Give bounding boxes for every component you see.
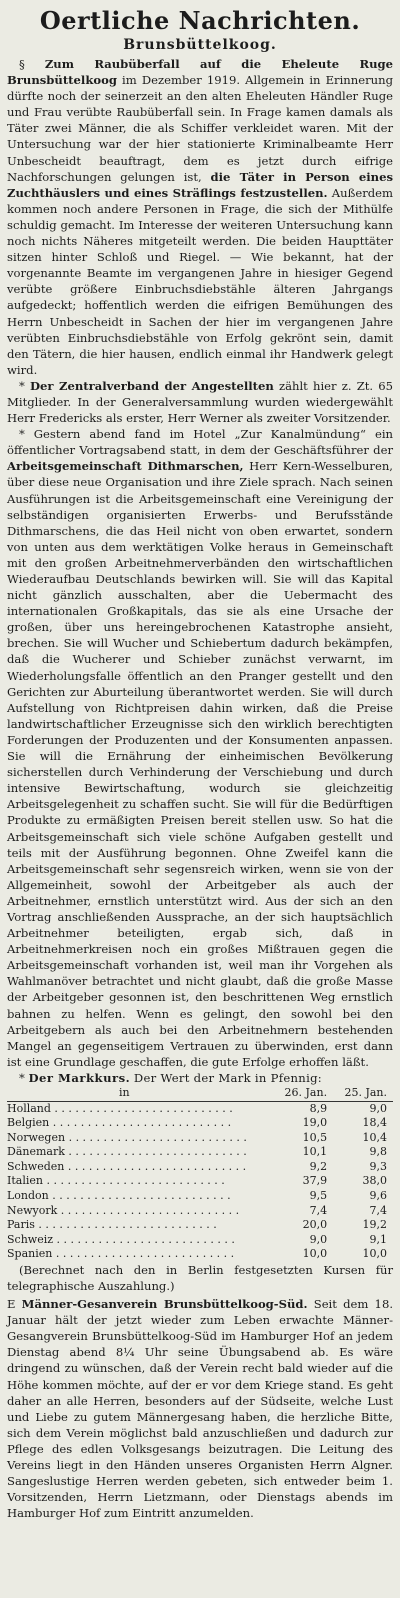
article-heading: Der Zentralverband der Angestellten <box>29 378 274 393</box>
rate-value-date-2: 19,2 <box>362 1218 387 1232</box>
country-name <box>7 1218 273 1233</box>
country-label: Dänemark <box>7 1145 65 1159</box>
bullet-marker: * <box>19 427 25 442</box>
section-marker: § <box>19 57 25 71</box>
rate-value-date-2: 9,0 <box>369 1101 387 1115</box>
article-text: Seit dem 18. Januar hält der jetzt wieder zum Leben erwachte Männer-Gesangverein Brunsbüttelkoog-Süd im Hamburger Hof an jedem Dienstag abend 8¼ Uhr seine Übungsabend ab. Es wäre dringend zu wünschen, daß der Verein recht bald wieder auf die Höhe kommen möchte, auf der er vor dem Kriege stand. Es geht daher an alle Herren, besonders auf der Südseite, welche Lust und Liebe zu gutem Männergesang haben, die herzliche Bitte, sich dem Verein möglichst bald anzuschließen und dadurch zur Pflege des edlen Volksgesangs beizutragen. Die Leitung des Vereins liegt in den Händen unseres Organisten Herrn Algner. Sangeslustige Herren werden gebeten, sich entweder beim 1. Vorsitzenden, Herrn Lietzmann, oder Dienstags abends im Hamburger Hof zum Eintritt anzumelden. <box>7 1297 393 1521</box>
article-emphasis: die Täter in Person eines Zuchthäuslers und eines Sträflings festzustellen. <box>7 169 393 200</box>
article-markkurs-heading <box>7 1070 393 1086</box>
table-row <box>7 1102 393 1117</box>
rate-value-date-1: 9,2 <box>309 1159 328 1173</box>
location-heading: Brunsbüttelkoog. <box>123 37 277 53</box>
table-row <box>7 1116 393 1131</box>
rate-value-date-1: 9,5 <box>309 1189 328 1203</box>
table-body <box>7 1102 393 1263</box>
article-text: Herr Kern-Wesselburen, über diese neue Organisation und ihre Ziele sprach. Nach seinen Ausführungen ist die Arbeitsgemeinschaft eine Vereinigung der selbständigen organisierten Erwerbs- und Berufsstände Dithmarschens, die das Heil nicht von oben erwartet, sondern von unten aus dem werktätigen Volke heraus in Gemeinschaft mit den großen Arbeitnehmerverbänden den wirtschaftlichen Wiederaufbau Deutschlands bewirken will. Sie will das Kapital nicht gänzlich ausschalten, aber die Uebermacht des internationalen Großkapitals, das sie als eine Ursache der großen, über uns hereingebrochenen Katastrophe ansieht, brechen. Sie will Wucher und Schiebertum dadurch bekämpfen, daß die Wucherer und Schieber zunächst verwarnt, im Wiederholungsfalle öffentlich an den Pranger gestellt und den Gerichten zur Aburteilung überantwortet werden. Sie will durch Aufstellung von Richtpreisen dahin wirken, daß die Preise landwirtschaftlicher Erzeugnisse sich den wirklich berechtigten Forderungen der Produzenten und der Konsumenten anpassen. Sie will die Ernährung der einheimischen Bevölkerung sicherstellen durch Verhinderung der Verschiebung und durch intensive Bewirtschaftung, wodurch sie gleichzeitig Arbeitsgelegenheit zu schaffen sucht. Sie will für die Bedürftigen Produkte zu ermäßigten Preisen bereit stellen usw. So hat die Arbeitsgemeinschaft sich viele schöne Aufgaben gestellt und teils mit der Ausführung begonnen. Ohne Zweifel kann die Arbeitsgemeinschaft sehr segensreich wirken, wenn sie von der Allgemeinheit, sowohl der Arbeitgeber als auch der Arbeitnehmer, ernstlich unterstützt wird. Aus der sich an den Vortrag anschließenden Aussprache, an der sich hauptsächlich Arbeitnehmer beteiligten, ergab sich, daß in Arbeitnehmerkreisen noch ein großes Mißtrauen gegen die Arbeitsgemeinschaft vorhanden ist, weil man ihr Vorgehen als Wahlmanöver betrachtet und nicht glaubt, daß die große Masse der Arbeitgeber gesonnen ist, den beschrittenen Weg ernstlich bahnen zu helfen. Wenn es gelingt, den sowohl bei den Arbeitgebern als auch bei den Arbeitnehmern bestehenden Mangel an gegenseitigem Vertrauen zu überwinden, erst dann ist eine Grundlage geschaffen, die gute Erfolge erhoffen läßt. <box>7 459 393 1069</box>
article-heading: Der Markkurs. <box>28 1070 131 1085</box>
table-header-row <box>7 1086 393 1101</box>
dot-leader: . . . . . . . . . . . . . . . . . . . . . . . . . . <box>57 1203 240 1217</box>
country-label: Paris <box>7 1218 35 1232</box>
dot-leader: . . . . . . . . . . . . . . . . . . . . . . . . . . <box>42 1174 225 1188</box>
table-row <box>7 1204 393 1219</box>
rate-value-date-1: 9,0 <box>309 1232 328 1246</box>
table-row <box>7 1131 393 1146</box>
rate-value-date-2: 9,3 <box>369 1159 387 1173</box>
rate-value-date-1: 10,0 <box>302 1247 328 1261</box>
rate-value-date-1: 8,9 <box>309 1101 328 1115</box>
article-arbeitsgemeinschaft <box>7 426 393 1070</box>
column-header-date-2: 25. Jan. <box>344 1085 387 1099</box>
column-header-in: in <box>119 1085 130 1099</box>
country-name <box>7 1233 273 1248</box>
country-label: London <box>7 1189 49 1203</box>
dot-leader: . . . . . . . . . . . . . . . . . . . . . . . . . . <box>64 1145 247 1159</box>
country-label: Norwegen <box>7 1130 66 1144</box>
article-gesangverein <box>7 1296 393 1521</box>
article-text: im Dezember 1919. Allgemein in Erinnerung dürfte noch der seinerzeit an den alten Eheleuten Händler Ruge und Frau verübte Raubüberfall sein. In Frage kamen damals als Täter zwei Männer, die als Schiffer verkleidet waren. Mit der Untersuchung war der hier stationierte Kriminalbeamte Herr Unbescheidt beauftragt, dem es jetzt durch eifrige Nachforschungen gelungen ist, <box>7 73 393 184</box>
table-row <box>7 1189 393 1204</box>
country-label: Spanien <box>7 1247 53 1261</box>
rate-value-date-2: 9,8 <box>369 1145 387 1159</box>
rate-value-date-1: 7,4 <box>309 1203 328 1217</box>
dot-leader: . . . . . . . . . . . . . . . . . . . . . . . . . . <box>65 1130 247 1144</box>
rate-value-date-2: 10,0 <box>362 1247 387 1261</box>
country-name <box>7 1189 273 1204</box>
table-row <box>7 1247 393 1262</box>
rate-value-date-2: 7,4 <box>369 1203 387 1217</box>
country-name <box>7 1116 273 1131</box>
rate-value-date-2: 9,6 <box>369 1189 387 1203</box>
dot-leader: . . . . . . . . . . . . . . . . . . . . . . . . . . <box>48 1189 231 1203</box>
rate-value-date-1: 10,1 <box>302 1145 328 1159</box>
dot-leader: . . . . . . . . . . . . . . . . . . . . . . . . . . <box>49 1116 232 1130</box>
country-label: Schweden <box>7 1159 65 1173</box>
table-row <box>7 1174 393 1189</box>
column-header-date-1: 26. Jan. <box>284 1085 328 1099</box>
dot-leader: . . . . . . . . . . . . . . . . . . . . . . . . . . <box>52 1247 235 1261</box>
country-name <box>7 1102 273 1117</box>
article-zentralverband <box>7 378 393 426</box>
rate-value-date-2: 9,1 <box>369 1232 387 1246</box>
rate-value-date-1: 37,9 <box>302 1174 328 1188</box>
rate-value-date-2: 10,4 <box>362 1130 387 1144</box>
dot-leader: . . . . . . . . . . . . . . . . . . . . . . . . . . <box>34 1218 217 1232</box>
dot-leader: . . . . . . . . . . . . . . . . . . . . . . . . . . <box>64 1159 247 1173</box>
article-heading: Männer-Gesanverein Brunsbüttelkoog-Süd. <box>21 1297 308 1312</box>
bullet-marker: * <box>19 378 25 393</box>
dot-leader: . . . . . . . . . . . . . . . . . . . . . . . . . . <box>53 1232 235 1246</box>
section-title: Oertliche Nachrichten. <box>39 6 361 35</box>
country-label: Schweiz <box>7 1232 54 1246</box>
country-name <box>7 1247 273 1262</box>
country-label: Italien <box>7 1174 43 1188</box>
rate-value-date-2: 18,4 <box>362 1116 387 1130</box>
article-text: Außerdem kommen noch andere Personen in Frage, die sich der Mithülfe schuldig gemacht. Im Interesse der weiteren Untersuchung kann noch nichts Näheres mitgeteilt werden. Die beiden Haupttäter sitzen hinter Schloß und Riegel. — Wie bekannt, hat der vorgenannte Beamte im vergangenen Jahre in hiesiger Gegend verübte größere Einbruchsdiebstähle älteren Jahrgangs aufgedeckt; hoffentlich werden die eifrigen Bemühungen des Herrn Unbescheidt in Sachen der hier im vergangenen Jahre verübten Einbruchsdiebstähle von Erfolg gekrönt sein, damit den Tätern, die hier hausen, endlich einmal ihr Handwerk gelegt wird. <box>7 185 394 377</box>
rate-value-date-1: 10,5 <box>302 1130 328 1144</box>
article-heading: Zum Raubüberfall auf die Eheleute Ruge Brunsbüttelkoog <box>7 57 393 88</box>
article-text: Der Wert der Mark in Pfennig: <box>133 1070 323 1085</box>
country-label: Belgien <box>7 1116 50 1130</box>
table-row <box>7 1160 393 1175</box>
table-row <box>7 1233 393 1248</box>
article-raubueberfall <box>7 56 393 378</box>
section-marker: E <box>7 1297 16 1312</box>
country-label: Holland <box>7 1101 51 1115</box>
rate-value-date-1: 20,0 <box>302 1218 328 1232</box>
country-name <box>7 1145 273 1160</box>
rate-value-date-1: 19,0 <box>302 1116 328 1130</box>
dot-leader: . . . . . . . . . . . . . . . . . . . . . . . . . . <box>50 1101 233 1115</box>
table-row <box>7 1145 393 1160</box>
table-footnote: (Berechnet nach den in Berlin festgesetzten Kursen für telegraphische Auszahlung.) <box>7 1263 393 1294</box>
article-emphasis: Arbeitsgemeinschaft Dithmarschen, <box>7 459 244 474</box>
country-name <box>7 1204 273 1219</box>
bullet-marker: * <box>19 1070 25 1085</box>
country-name <box>7 1131 273 1146</box>
country-name <box>7 1160 273 1175</box>
exchange-rate-table <box>7 1086 393 1262</box>
rate-value-date-2: 38,0 <box>362 1174 387 1188</box>
country-label: Newyork <box>7 1203 58 1217</box>
article-text: zählt hier z. Zt. 65 Mitglieder. In der Generalversammlung wurden wiedergewählt Herr Fredericks als erster, Herr Werner als zweiter Vorsitzender. <box>7 378 394 426</box>
country-name <box>7 1174 273 1189</box>
table-row <box>7 1218 393 1233</box>
article-text: Gestern abend fand im Hotel „Zur Kanalmündung“ ein öffentlicher Vortragsabend statt, in dem der Geschäftsführer der <box>7 427 393 458</box>
